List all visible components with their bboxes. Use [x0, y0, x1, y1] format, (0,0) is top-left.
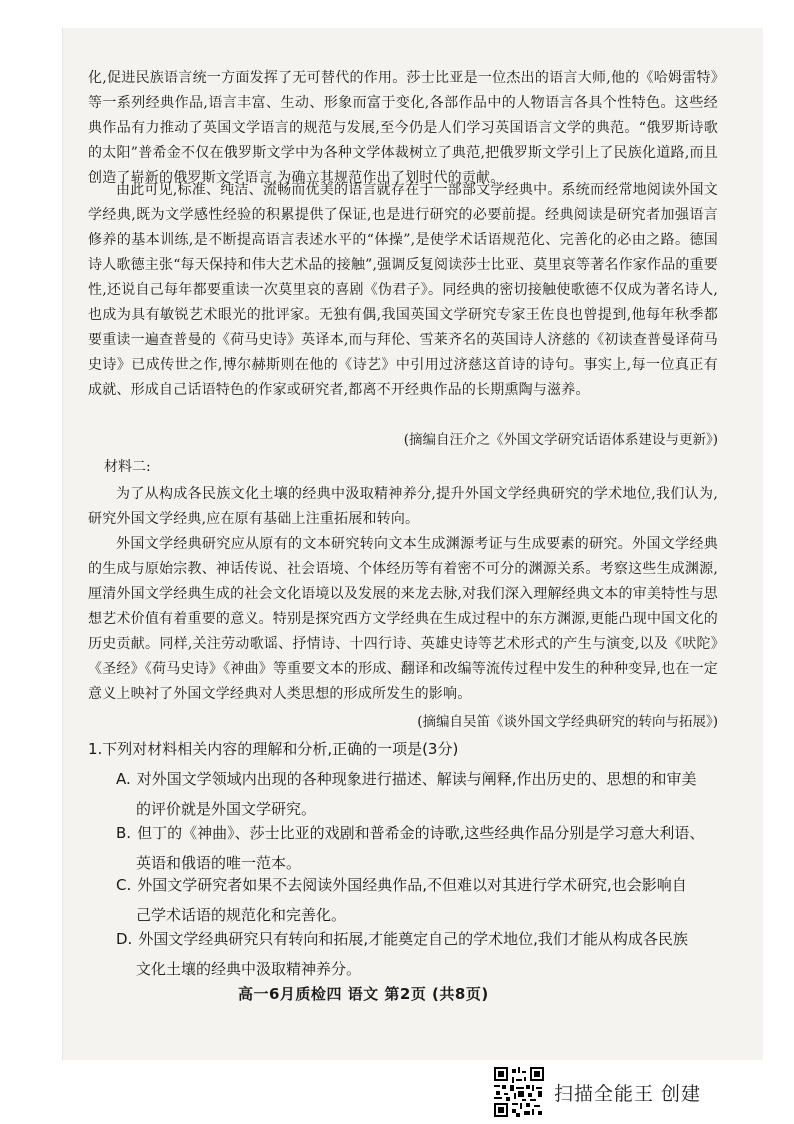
scanner-watermark [494, 1066, 701, 1118]
page-footer: 高一6月质检四 语文 第2页 (共8页) [238, 985, 489, 1003]
question-1-stem: 1.下列对材料相关内容的理解和分析,正确的一项是(3分) [88, 740, 459, 758]
paragraph-2: 由此可见,标准、纯洁、流畅而优美的语言就存在于一部部文学经典中。系统而经常地阅读外国文学经典,既为文学感性经验的积累提供了保证,也是进行研究的必要前提。经典阅读是研究者加强语言修养的基本训练,是不断提高语言表述水平的“体操”,是使学术话语规范化、完善化的必由之路。德国诗人歌德主张“每天保持和伟大艺术品的接触”,强调反复阅读莎士比亚、莫里哀等著名作家作品的重要性,还说自己每年都要重读一次莫里哀的喜剧《伪君子》。同经典的密切接触使歌德不仅成为著名诗人,也成为具有敏锐艺术眼光的批评家。无独有偶,我国英国文学研究专家王佐良也曾提到,他每年秋季都要重读一遍查普曼的《荷马史诗》英译本,而与拜伦、雪莱齐名的英国诗人济慈的《初读查普曼译荷马史诗》已成传世之作,博尔赫斯则在他的《诗艺》中引用过济慈这首诗的诗句。事实上,每一位真正有成就、形成自己话语特色的作家或研究者,都离不开经典作品的长期熏陶与滋养。 [88, 182, 718, 398]
option-c [116, 870, 726, 930]
option-b [116, 818, 726, 878]
watermark-text: 扫描全能王 创建 [554, 1082, 702, 1105]
source-citation-2: (摘编自吴笛《谈外国文学经典研究的转向与拓展》) [417, 714, 718, 730]
option-d [116, 924, 726, 984]
option-text-continued: 的评价就是外国文学研究。 [136, 800, 317, 818]
option-letter: A. [116, 770, 131, 788]
option-letter: D. [116, 930, 133, 948]
option-text-continued: 文化土壤的经典中汲取精神养分。 [136, 960, 362, 978]
option-text: 外国文学研究者如果不去阅读外国经典作品,不但难以对其进行学术研究,也会影响自 [137, 876, 687, 894]
paragraph-1: 化,促进民族语言统一方面发挥了无可替代的作用。莎士比亚是一位杰出的语言大师,他的《哈姆雷特》等一系列经典作品,语言丰富、生动、形象而富于变化,各部作品中的人物语言各具个性特色。这些经典作品有力推动了英国文学语言的规范与发展,至今仍是人们学习英国语言文学的典范。“俄罗斯诗歌的太阳”普希金不仅在俄罗斯文学中为各种文学体裁树立了典范,把俄罗斯文学引上了民族化道路,而且创造了崭新的俄罗斯文学语言,为确立其规范作出了划时代的贡献。 [88, 70, 718, 186]
option-letter: B. [116, 824, 132, 842]
option-text-continued: 英语和俄语的唯一范本。 [136, 854, 302, 872]
source-citation-1: (摘编自汪介之《外国文学研究话语体系建设与更新》) [403, 432, 718, 448]
option-text: 对外国文学领域内出现的各种现象进行描述、解读与阐释,作出历史的、思想的和审美 [136, 770, 697, 788]
option-text: 但丁的《神曲》、莎士比亚的戏剧和普希金的诗歌,这些经典作品分别是学习意大利语、 [137, 824, 705, 842]
option-letter: C. [116, 876, 132, 894]
qr-code-icon [494, 1067, 544, 1117]
option-a [116, 764, 726, 824]
material-2-heading: 材料二: [104, 459, 151, 475]
option-text-continued: 己学术话语的规范化和完善化。 [136, 906, 347, 924]
material-2-paragraph-1: 为了从构成各民族文化土壤的经典中汲取精神养分,提升外国文学经典研究的学术地位,我们认为,研究外国文学经典,应在原有基础上注重拓展和转向。 [88, 486, 718, 527]
option-text: 外国文学经典研究只有转向和拓展,才能奠定自己的学术地位,我们才能从构成各民族 [138, 930, 688, 948]
material-2-paragraph-2: 外国文学经典研究应从原有的文本研究转向文本生成渊源考证与生成要素的研究。外国文学经典的生成与原始宗教、神话传说、社会语境、个体经历等有着密不可分的渊源关系。考察这些生成渊源,厘清外国文学经典生成的社会文化语境以及发展的来龙去脉,对我们深入理解经典文本的审美特性与思想艺术价值有着重要的意义。特别是探究西方文学经典在生成过程中的东方渊源,更能凸现中国文化的历史贡献。同样,关注劳动歌谣、抒情诗、十四行诗、英雄史诗等艺术形式的产生与演变,以及《吠陀》《圣经》《荷马史诗》《神曲》等重要文本的形成、翻译和改编等流传过程中发生的种种变异,也在一定意义上映衬了外国文学经典对人类思想的形成所发生的影响。 [88, 536, 718, 702]
